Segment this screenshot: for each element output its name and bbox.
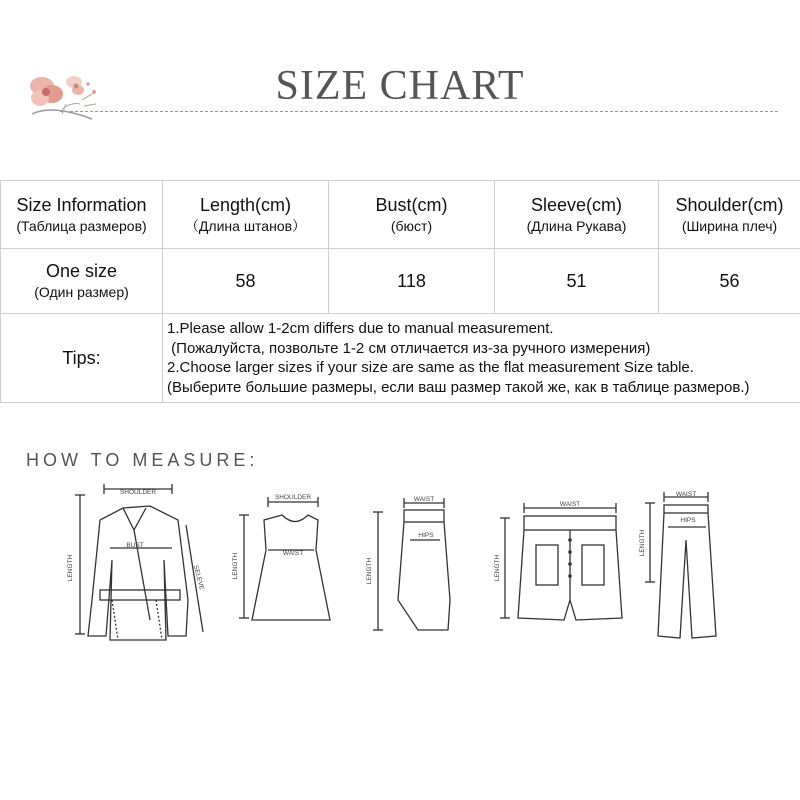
tips-row xyxy=(1,314,800,403)
header xyxy=(0,0,800,140)
table-row xyxy=(1,249,800,314)
size-table xyxy=(0,180,800,403)
jacket-shoulder-label: SHOULDER xyxy=(119,489,157,496)
dress-waist-label: WAIST xyxy=(282,550,304,557)
header-cell: Size Information (Таблица размеров) xyxy=(1,181,163,249)
jacket-length-label: LENGTH xyxy=(67,554,74,582)
jacket-sleeve-label: SELEVE xyxy=(191,564,206,591)
sleeve-value: 51 xyxy=(495,249,659,314)
jacket-diagram xyxy=(75,484,206,640)
length-value: 58 xyxy=(163,249,329,314)
pants-length-label: LENGTH xyxy=(639,529,646,557)
divider xyxy=(60,111,778,112)
skirt-waist-label: WAIST xyxy=(413,496,435,503)
skirt-length-label: LENGTH xyxy=(366,557,373,585)
skirt-hips-label: HIPS xyxy=(418,532,434,539)
dress-shoulder-label: SHOULDER xyxy=(274,494,312,501)
pants-hips-label: HIPS xyxy=(680,517,696,524)
page-title: SIZE CHART xyxy=(275,63,525,109)
shorts-diagram xyxy=(500,503,622,620)
pants-diagram xyxy=(645,492,716,638)
header-cell: Shoulder(cm) (Ширина плеч) xyxy=(659,181,800,249)
dress-diagram xyxy=(239,497,330,620)
header-cell: Sleeve(cm) (Длина Рукава) xyxy=(495,181,659,249)
header-cell: Length(cm) （Длина штанов） xyxy=(163,181,329,249)
tips-text: 1.Please allow 1-2cm differs due to manual measurement. (Пожалуйста, позвольте 1-2 см отличается из-за ручного измерения) 2.Choose larger sizes if your size are same as the flat measurement Size table. (Выберите большие размеры, если ваш размер такой же, как в таблице размеров.) xyxy=(163,314,800,403)
jacket-bust-label: BUST xyxy=(126,542,144,549)
pants-waist-label: WAIST xyxy=(675,491,697,498)
shorts-waist-label: WAIST xyxy=(559,501,581,508)
header-cell: Bust(cm) (бюст) xyxy=(329,181,495,249)
shoulder-value: 56 xyxy=(659,249,800,314)
table-header-row xyxy=(1,181,800,249)
bust-value: 118 xyxy=(329,249,495,314)
dress-length-label: LENGTH xyxy=(232,552,239,580)
measurement-diagrams xyxy=(0,480,800,650)
shorts-length-label: LENGTH xyxy=(494,554,501,582)
size-name-cell: One size (Один размер) xyxy=(1,249,163,314)
skirt-diagram xyxy=(373,498,450,630)
how-to-measure-heading: HOW TO MEASURE: xyxy=(26,450,259,470)
tips-label: Tips: xyxy=(1,314,163,403)
